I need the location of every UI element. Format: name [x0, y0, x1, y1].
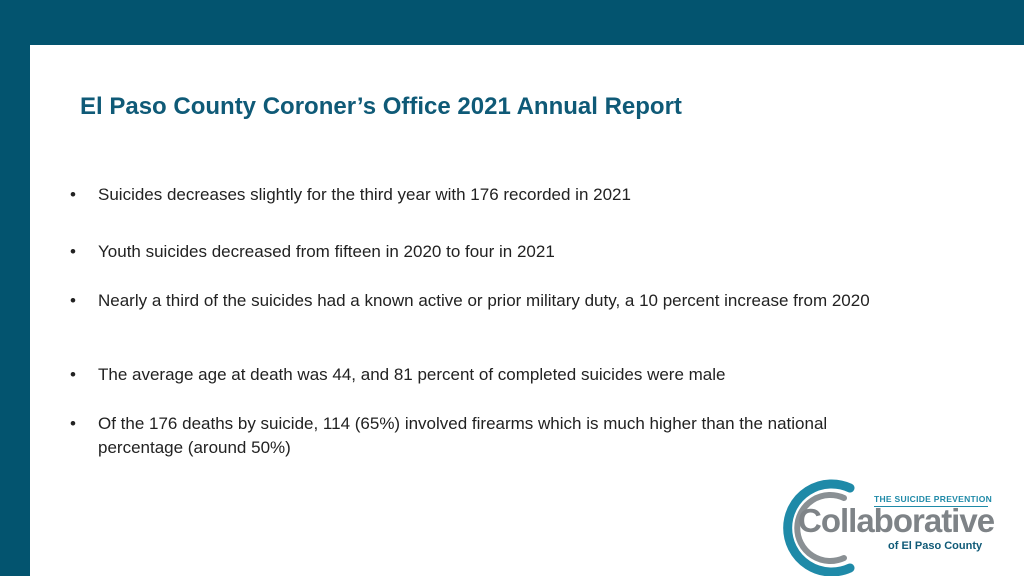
- logo-kicker: THE SUICIDE PREVENTION: [874, 494, 993, 504]
- bullet-text: Youth suicides decreased from fifteen in 2020 to four in 2021: [98, 242, 555, 261]
- bullet-item: [70, 363, 910, 387]
- bullet-dot: •: [70, 414, 76, 433]
- bullet-text: Nearly a third of the suicides had a known active or prior military duty, a 10 percent increase from 2020: [98, 291, 870, 310]
- bullet-item: [70, 289, 910, 313]
- bullet-dot: •: [70, 185, 76, 204]
- bullet-text: Of the 176 deaths by suicide, 114 (65%) involved firearms which is much higher than the national percentage (around 50%): [98, 414, 828, 457]
- bullet-dot: •: [70, 242, 76, 261]
- logo-wordmark: Collaborative: [798, 502, 995, 539]
- bullet-item: [70, 183, 910, 207]
- bullet-item: [70, 412, 910, 460]
- bullet-dot: •: [70, 291, 76, 310]
- bullet-item: [70, 240, 910, 264]
- slide-title: El Paso County Coroner’s Office 2021 Annual Report: [80, 93, 682, 120]
- slide-canvas: [30, 45, 1024, 576]
- bullet-text: The average age at death was 44, and 81 percent of completed suicides were male: [98, 365, 726, 384]
- bullet-text: Suicides decreases slightly for the third year with 176 recorded in 2021: [98, 185, 631, 204]
- bullet-dot: •: [70, 365, 76, 384]
- collaborative-logo: [776, 476, 995, 576]
- logo-subtitle: of El Paso County: [888, 540, 983, 552]
